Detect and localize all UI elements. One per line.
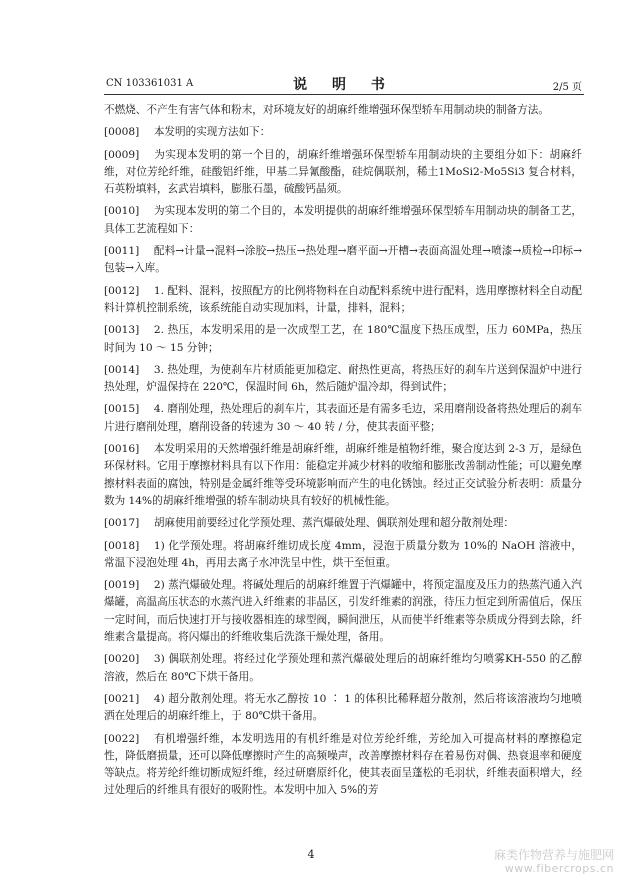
paragraph-number: [0021] — [104, 692, 140, 705]
paragraph-number: [0017] — [104, 517, 140, 530]
paragraph — [104, 124, 582, 141]
paragraph-number: [0013] — [104, 324, 140, 337]
paragraph — [104, 515, 582, 532]
watermark-url: www.fibercrops.cn — [504, 862, 614, 875]
paragraph-text: 1) 化学预处理。将胡麻纤维切成长度 4mm，浸泡于质量分数为 10%的 NaOH 溶液中，常温下浸泡处理 4h，再用去离子水冲洗呈中性，烘干至恒重。 — [104, 539, 582, 569]
paragraph-number: [0020] — [104, 653, 140, 666]
paragraph — [104, 147, 582, 199]
paragraph-number: [0008] — [104, 126, 140, 139]
document-body — [104, 102, 582, 805]
paragraph-number: [0009] — [104, 148, 140, 161]
paragraph-text: 为实现本发明的第一个目的，胡麻纤维增强环保型轿车用制动块的主要组分如下：胡麻纤维，对位芳纶纤维，硅酸铝纤维，甲基二异氰酸酯，硅烷偶联剂，稀土1MoSi2-Mo5Si3 复合材料，石英粉填料，玄武岩填料，膨胀石墨，硫酸钙晶须。 — [104, 148, 582, 196]
paragraph — [104, 651, 582, 686]
header-rule — [104, 94, 584, 95]
watermark — [494, 848, 614, 876]
paragraph-text: 为实现本发明的第二个目的，本发明提供的胡麻纤维增强环保型轿车用制动块的制备工艺，具体工艺流程如下： — [104, 205, 582, 235]
paragraph-text: 3. 热处理，为使刹车片材质能更加稳定、耐热性更高，将热压好的刹车片送到保温炉中进行热处理，炉温保持在 220℃，保温时间 6h，然后随炉温冷却，得到试件； — [104, 363, 582, 394]
paragraph-number: [0014] — [104, 363, 140, 376]
paragraph-number: [0012] — [104, 284, 140, 297]
paragraph-text: 不燃烧、不产生有害气体和粉末，对环境友好的胡麻纤维增强环保型轿车用制动块的制备方法。 — [104, 104, 549, 116]
paragraph-text: 2. 热压，本发明采用的是一次成型工艺，在 180℃温度下热压成型，压力 60MPa，热压时间为 10 ～ 15 分钟； — [104, 324, 582, 354]
paragraph-number: [0018] — [104, 539, 140, 552]
paragraph-number: [0019] — [104, 579, 140, 592]
paragraph-text: 4. 磨削处理，热处理后的刹车片，其表面还是有需多毛边，采用磨削设备将热处理后的刹车片进行磨削处理，磨削设备的转速为 30 ～ 40 转 / 分，使其表面平整； — [104, 403, 582, 433]
paragraph-number: [0015] — [104, 403, 140, 416]
page-indicator: 2/5 页 — [552, 82, 582, 93]
paragraph-text: 2) 蒸汽爆破处理。将碱处理后的胡麻纤维置于汽爆罐中，将预定温度及压力的热蒸汽通入汽爆罐，高温高压状态的水蒸汽进入纤维素的非晶区，引发纤维素的润涨，待压力恒定到所需值后，保压一定时间，而后快速打开与接收器相连的球型阀，瞬间泄压，从而使半纤维素等杂质成分得到去除，纤维素含量提高。将闪爆出的纤维收集后洗涤干燥处理，备用。 — [104, 579, 582, 644]
paragraph-text: 本发明采用的天然增强纤维是胡麻纤维，胡麻纤维是植物纤维，聚合度达到 2-3 万，是绿色环保材料。它用于摩擦材料具有以下作用：能稳定并减少材料的收缩和膨胀改善制动性能；可以避免摩擦材料表面的腐蚀，特别是金属纤维等受环境影响而产生的电化锈蚀。经过正交试验分析表明：质量分数为 14%的胡麻纤维增强的轿车制动块具有较好的机械性能。 — [104, 443, 582, 507]
paragraph — [104, 441, 582, 510]
paragraph — [104, 102, 582, 119]
document-title: 说 明 书 — [293, 77, 395, 93]
paragraph-text: 有机增强纤维，本发明选用的有机纤维是对位芳纶纤维，芳纶加入可提高材料的摩擦稳定性，降低磨损量，还可以降低摩擦时产生的高频噪声，改善摩擦材料存在着易伤对偶、热衰退率和硬度等缺点。将芳纶纤维切断成短纤维，经过研磨原纤化，使其表面呈蓬松的毛羽状，纤维表面积增大，经过处理后的纤维具有很好的吸附性。本发明中加入 5%的芳 — [104, 732, 582, 797]
page-number: 4 — [307, 848, 315, 861]
paragraph — [104, 322, 582, 357]
paragraph — [104, 203, 582, 238]
watermark-site-name: 麻类作物营养与施肥网 — [493, 848, 614, 862]
paragraph-text: 胡麻使用前要经过化学预处理、蒸汽爆破处理、偶联剂处理和超分散剂处理： — [153, 517, 515, 530]
paragraph-number: [0010] — [104, 205, 140, 218]
paragraph — [104, 577, 582, 646]
paragraph-text: 本发明的实现方法如下： — [153, 126, 271, 139]
paragraph-text: 4) 超分散剂处理。将无水乙醇按 10 ∶ 1 的体积比稀释超分散剂，然后将该溶液均匀地喷洒在处理后的胡麻纤维上，于 80℃烘干备用。 — [104, 692, 582, 723]
paragraph — [104, 731, 582, 800]
paragraph — [104, 538, 582, 573]
page-header — [106, 74, 582, 94]
paragraph — [104, 691, 582, 726]
paragraph-text: 3) 偶联剂处理。将经过化学预处理和蒸汽爆破处理后的胡麻纤维均匀喷雾KH-550 的乙醇溶液，然后在 80℃下烘干备用。 — [104, 653, 582, 683]
paragraph — [104, 243, 582, 278]
publication-number: CN 103361031 A — [106, 78, 194, 89]
paragraph — [104, 401, 582, 436]
paragraph-number: [0016] — [104, 443, 140, 456]
paragraph — [104, 283, 582, 318]
paragraph-text: 1. 配料、混料，按照配方的比例将物料在自动配料系统中进行配料，选用摩擦材料全自动配料计算机控制系统，该系统能自动实现加料，计量，排料，混料； — [104, 284, 582, 314]
paragraph-text: 配料→计量→混料→涂胶→热压→热处理→磨平面→开槽→表面高温处理→喷漆→质检→印标→包装→入库。 — [104, 245, 582, 275]
paragraph-number: [0011] — [104, 245, 140, 258]
paragraph — [104, 362, 582, 397]
paragraph-number: [0022] — [104, 732, 140, 745]
